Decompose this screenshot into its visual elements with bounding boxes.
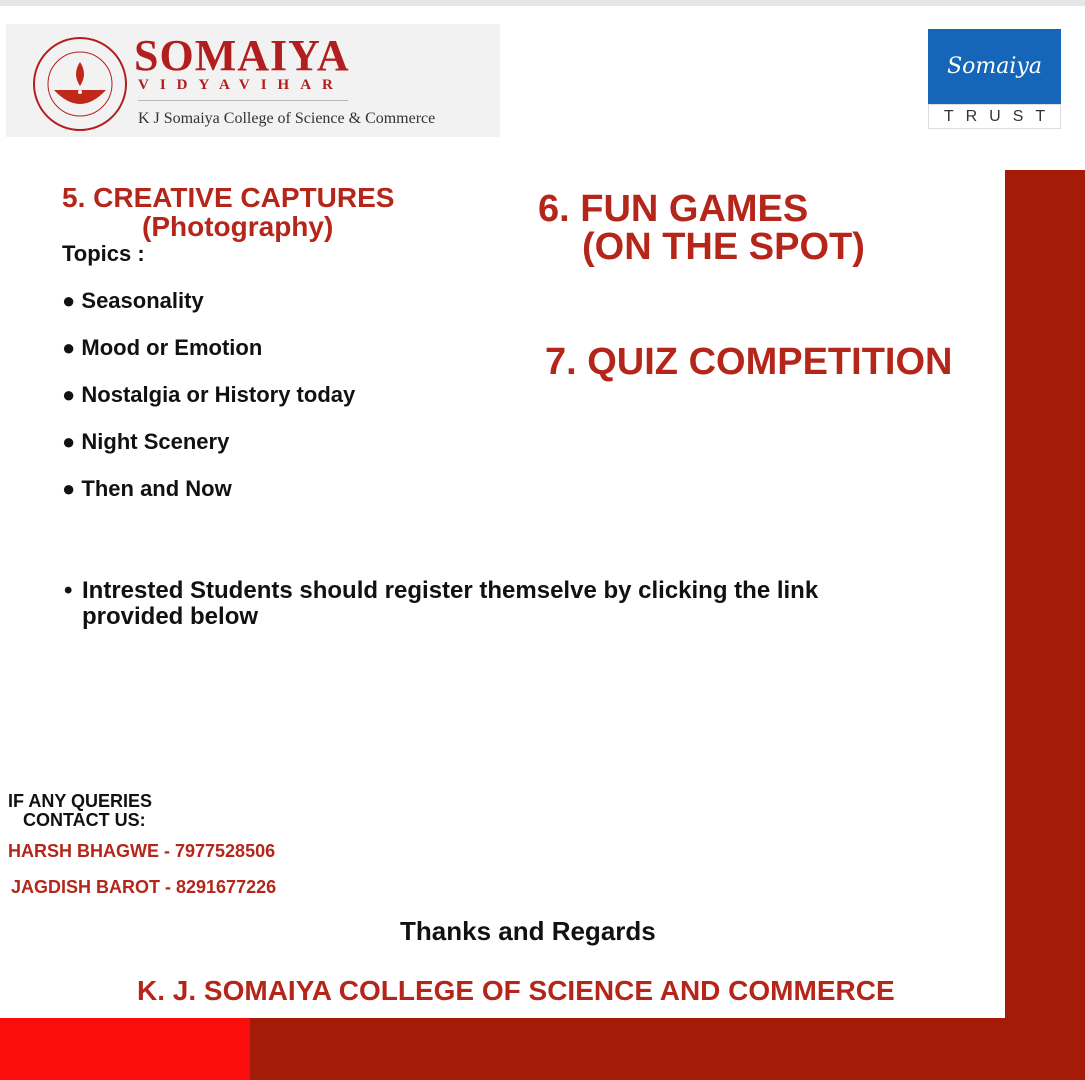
trust-logo-top xyxy=(928,29,1061,104)
right-decorative-band xyxy=(1005,170,1085,1080)
brand-name: SOMAIYA xyxy=(134,31,350,80)
brand-college-line: K J Somaiya College of Science & Commerce xyxy=(138,110,436,127)
queries-line-2: CONTACT US: xyxy=(23,810,146,830)
trust-word: TRUST xyxy=(943,107,1058,125)
trust-script-text: Somaiya xyxy=(947,54,1042,79)
registration-note xyxy=(64,578,884,630)
queries-line-1: IF ANY QUERIES xyxy=(8,791,153,811)
topic-item: ● Seasonality xyxy=(62,288,204,313)
thanks-regards: Thanks and Regards xyxy=(400,916,656,946)
bullet-glyph: • xyxy=(64,577,73,604)
registration-text: Intrested Students should register themselve by clicking the link provided below xyxy=(82,577,819,630)
footer-college-name: K. J. SOMAIYA COLLEGE OF SCIENCE AND COMMERCE xyxy=(137,975,895,1006)
brand-divider xyxy=(138,100,348,101)
somaiya-emblem-icon xyxy=(30,34,130,134)
queries-heading xyxy=(8,792,152,830)
topic-item: ● Night Scenery xyxy=(62,429,230,454)
trust-logo-bottom xyxy=(928,104,1061,129)
section5-title: 5. CREATIVE CAPTURES xyxy=(62,182,395,213)
topic-item: ● Mood or Emotion xyxy=(62,335,263,360)
section6-subtitle: (ON THE SPOT) xyxy=(582,226,865,268)
bottom-decorative-band xyxy=(250,1018,1085,1080)
brand-subtitle: VIDYAVIHAR xyxy=(138,77,344,93)
top-strip xyxy=(0,0,1085,6)
bottom-bright-band xyxy=(0,1018,250,1080)
topics-label: Topics : xyxy=(62,241,145,266)
somaiya-vidyavihar-logo xyxy=(6,24,500,137)
topic-item: ● Then and Now xyxy=(62,476,232,501)
contact-person: HARSH BHAGWE - 7977528506 xyxy=(8,841,276,861)
section6-title: 6. FUN GAMES xyxy=(538,188,809,230)
section5-subtitle: (Photography) xyxy=(142,211,334,242)
topic-item: ● Nostalgia or History today xyxy=(62,382,356,407)
section7-title: 7. QUIZ COMPETITION xyxy=(545,341,953,383)
somaiya-trust-logo xyxy=(928,29,1061,129)
contact-person: JAGDISH BAROT - 8291677226 xyxy=(11,877,277,897)
